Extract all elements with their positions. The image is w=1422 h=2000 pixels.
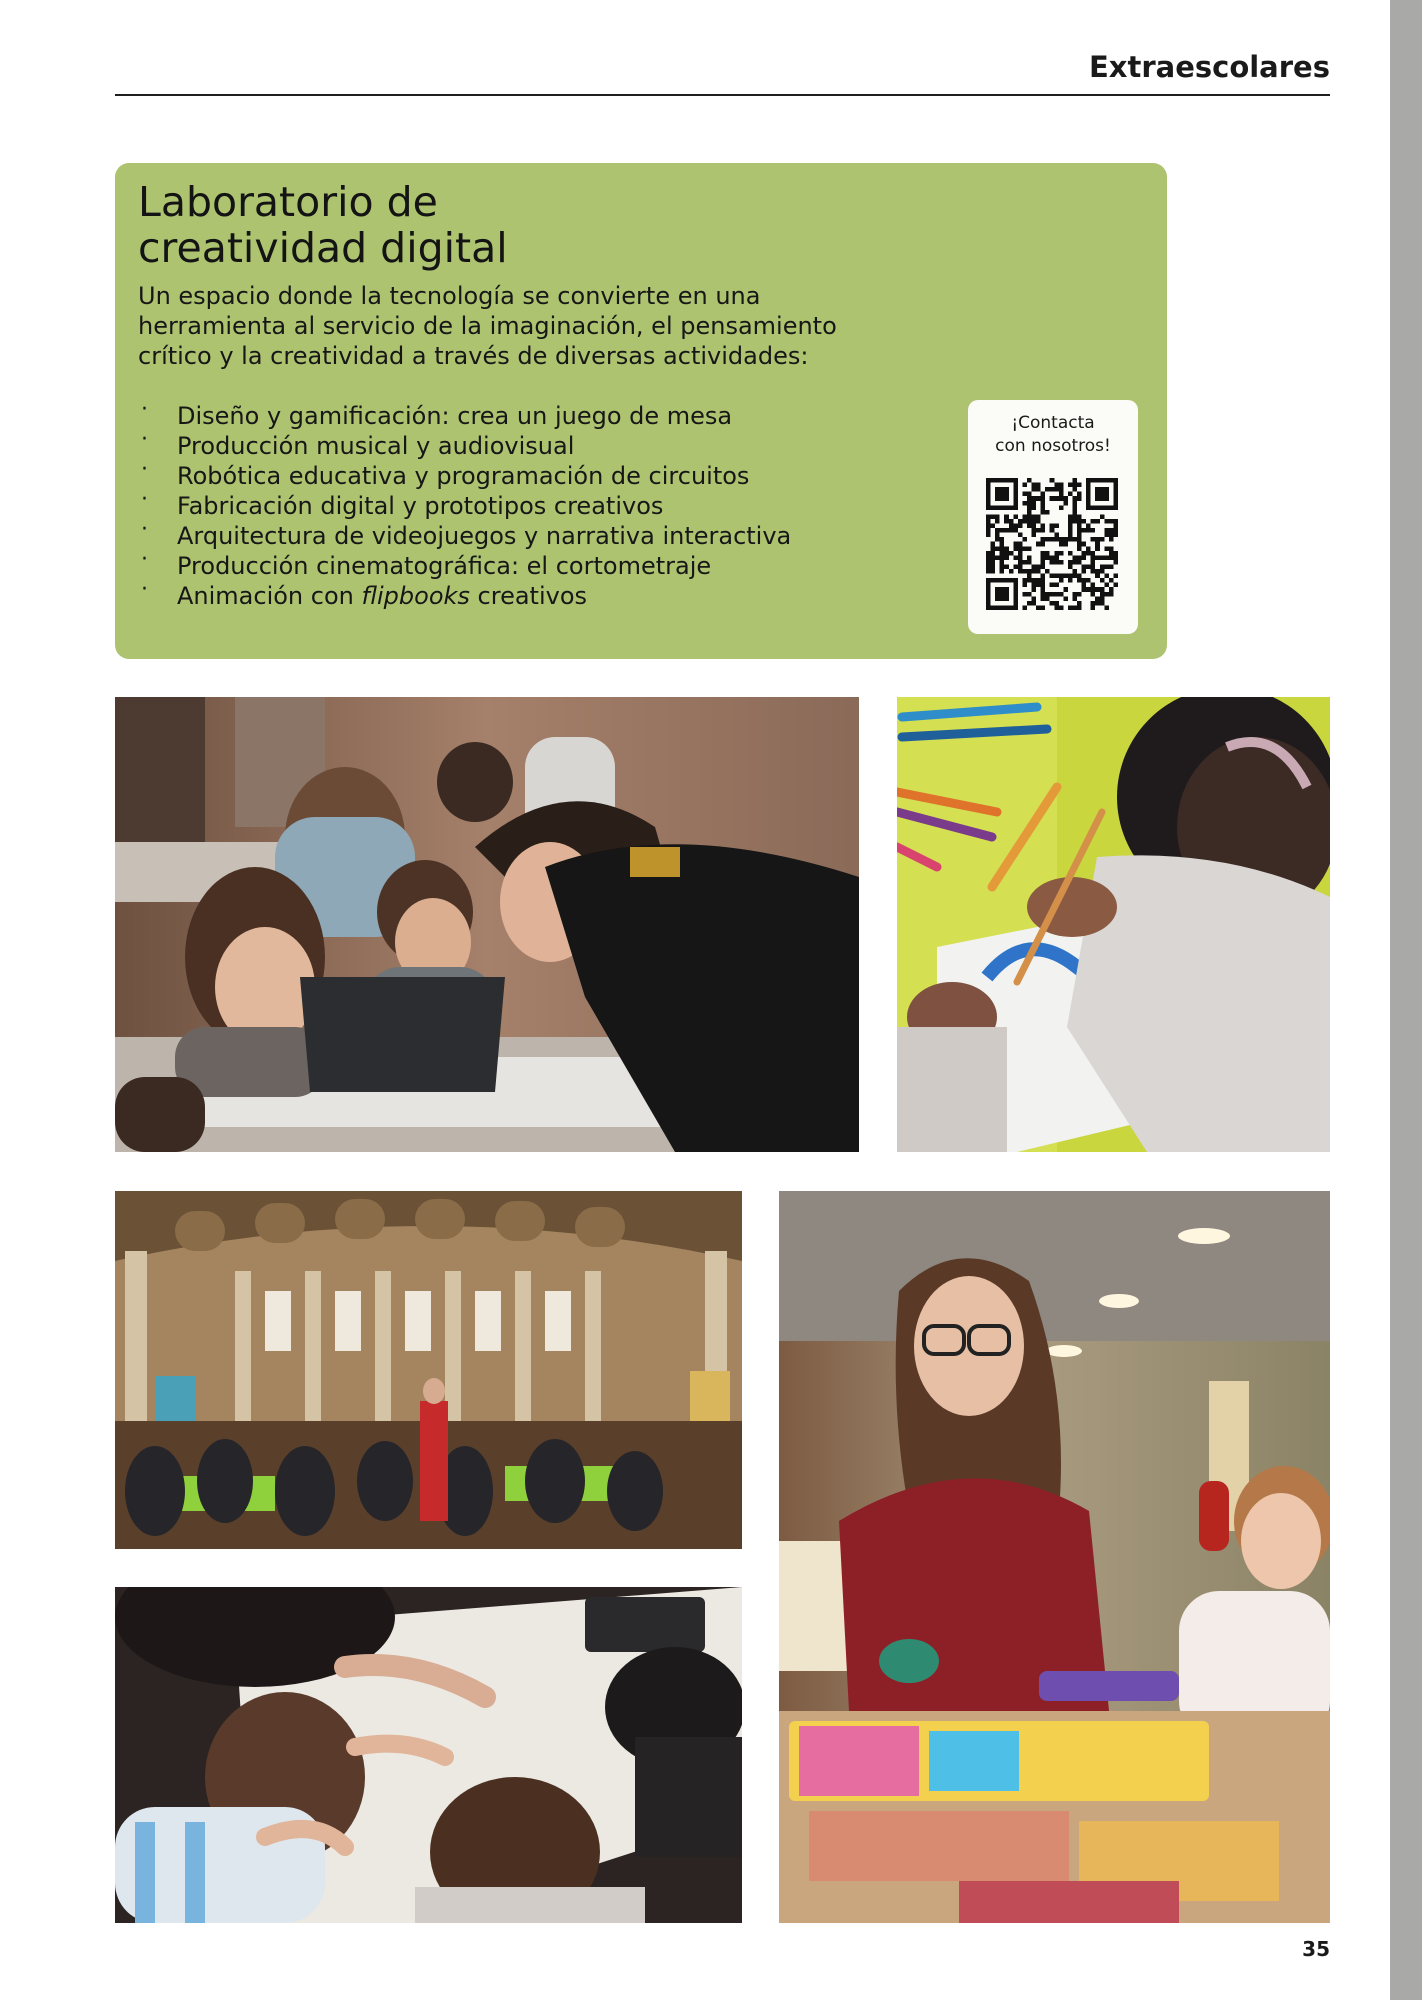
bullet-icon: ·	[141, 517, 148, 542]
card-title	[138, 179, 508, 271]
bullet-icon: ·	[141, 397, 148, 422]
activity-item	[138, 487, 791, 521]
bullet-icon: ·	[141, 547, 148, 572]
intro-line-1: Un espacio donde la tecnología se convierte en una	[138, 282, 761, 310]
activity-label: Diseño y gamificación: crea un juego de mesa	[177, 402, 733, 430]
header-divider	[115, 94, 1330, 96]
bullet-icon: ·	[141, 577, 148, 602]
page-edge-bar	[1390, 0, 1422, 2000]
photo-instructor-clay	[779, 1191, 1330, 1923]
contact-qr-card[interactable]	[968, 400, 1138, 634]
activity-item	[138, 547, 791, 581]
bullet-icon: ·	[141, 457, 148, 482]
workshop-card	[115, 163, 1167, 659]
activity-label: Robótica educativa y programación de circuitos	[177, 462, 750, 490]
card-title-line-2: creatividad digital	[138, 224, 508, 272]
intro-line-2: herramienta al servicio de la imaginación, el pensamiento	[138, 312, 837, 340]
card-intro	[138, 281, 858, 371]
photo-table-overhead	[115, 1587, 742, 1923]
activity-label: Arquitectura de videojuegos y narrativa interactiva	[177, 522, 792, 550]
activity-label-emphasis: flipbooks	[361, 582, 470, 610]
contact-label	[968, 412, 1138, 458]
activity-label	[177, 582, 587, 610]
page-number: 35	[1302, 1937, 1330, 1961]
activity-label-end: creativos	[469, 582, 588, 610]
section-title: Extraescolares	[1088, 50, 1330, 84]
qr-code-icon[interactable]	[986, 478, 1118, 610]
photo-students-laptop	[115, 697, 859, 1152]
photo-child-drawing	[897, 697, 1330, 1152]
activity-label: Producción cinematográfica: el cortometraje	[177, 552, 712, 580]
activity-item	[138, 427, 791, 461]
contact-label-line-1: ¡Contacta	[1011, 413, 1095, 433]
contact-label-line-2: con nosotros!	[995, 436, 1111, 456]
activity-list	[138, 397, 792, 611]
activity-item	[138, 397, 791, 431]
activity-label-start: Animación con	[177, 582, 362, 610]
bullet-icon: ·	[141, 487, 148, 512]
activity-label: Fabricación digital y prototipos creativos	[177, 492, 664, 520]
activity-item	[138, 457, 791, 491]
activity-item	[138, 577, 791, 611]
activity-label: Producción musical y audiovisual	[177, 432, 575, 460]
bullet-icon: ·	[141, 427, 148, 452]
activity-item	[138, 517, 792, 551]
intro-line-3: crítico y la creatividad a través de diversas actividades:	[138, 342, 809, 370]
photo-hall-event	[115, 1191, 742, 1549]
card-title-line-1: Laboratorio de	[138, 178, 438, 226]
